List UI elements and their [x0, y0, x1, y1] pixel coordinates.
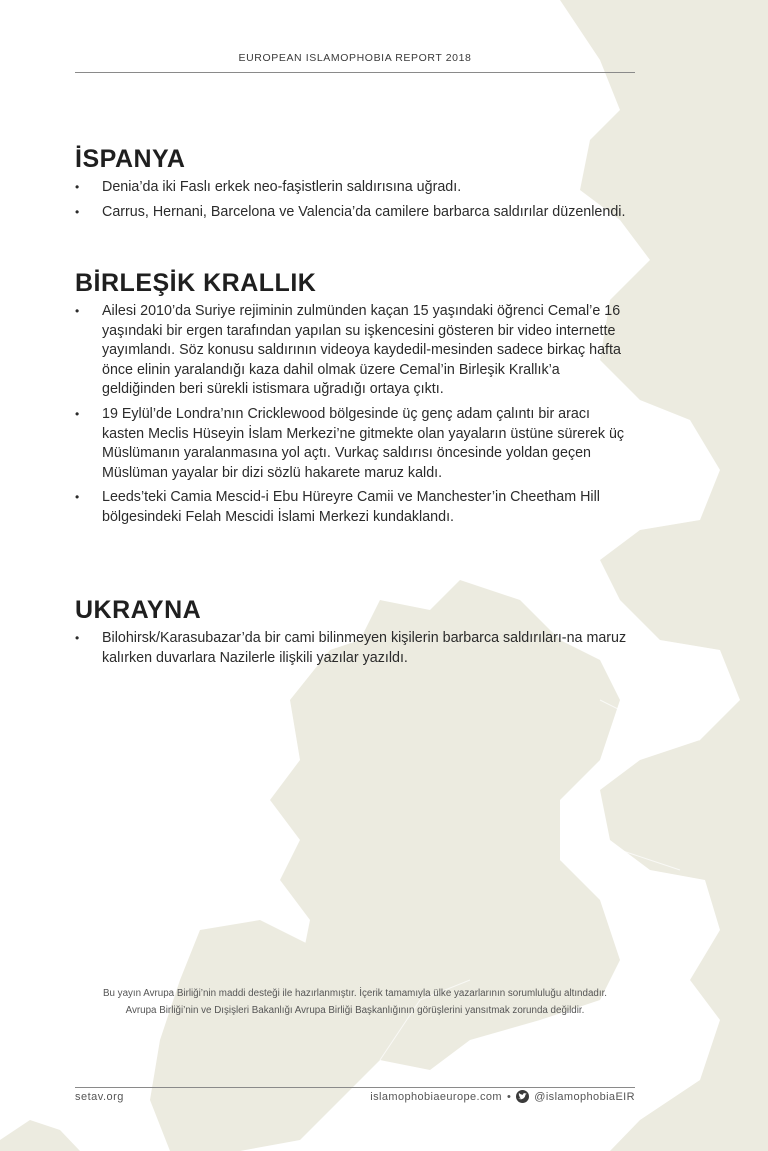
footer-site-link[interactable]: setav.org [75, 1091, 124, 1103]
bullet-list [75, 629, 635, 668]
list-item [75, 629, 635, 668]
bullet-icon: • [75, 180, 80, 194]
list-item-text: Ailesi 2010’da Suriye rejiminin zulmünden kaçan 15 yaşındaki öğrenci Cemal’e 16 yaşındaki bir ergen tarafından yapılan su işkencesini gösteren bir video internette yayımlandı. Söz konusu saldırının videoya kaydedil-mesinden sadece birkaç hafta önce elinin yaralandığı kaza dahil olmak üzere Cemal’in Birleşik Krallık’a geldiğinden beri sürekli istismara uğradığı ortaya çıktı. [102, 303, 621, 398]
list-item-text: 19 Eylül’de Londra’nın Cricklewood bölgesinde üç genç adam çalıntı bir aracı kasten Meclis Hüseyin İslam Merkezi’ne gitmekte olan yayaların üstüne sürerek üç Müslümanın yaralanmasına yol açtı. Vurkaç saldırısı öncesinde yoldan geçen Müslüman yayalar bir dizi sözlü hakarete maruz kaldı. [102, 405, 625, 481]
section-birlesik-krallik [75, 268, 635, 533]
list-item-text: Denia’da iki Faslı erkek neo-faşistlerin saldırısına uğradı. [102, 179, 462, 195]
bullet-icon: • [75, 204, 80, 219]
header-divider [75, 72, 635, 73]
twitter-bird-icon [516, 1090, 529, 1103]
funding-disclaimer: Bu yayın Avrupa Birliği’nin maddi desteği ile hazırlanmıştır. İçerik tamamıyla ülke yazarlarının sorumluluğu altındadır. Avrupa Birliği’nin ve Dışişleri Bakanlığı Avrupa Birliği Başkanlığının görüşlerini yansıtmak zorunda değildir. [102, 988, 608, 1016]
bullet-icon: • [75, 490, 80, 505]
bullet-list [75, 302, 635, 528]
section-ispanya [75, 144, 635, 227]
list-item-text: Bilohirsk/Karasubazar’da bir cami bilinmeyen kişilerin barbarca saldırıları-na maruz kalırken duvarlara Nazilerle ilişkili yazılar yazıldı. [102, 630, 627, 666]
bullet-list [75, 178, 635, 222]
footer-contact [370, 1090, 635, 1103]
list-item [75, 405, 635, 483]
bullet-icon: • [75, 631, 80, 645]
list-item-text: Leeds’teki Camia Mescid-i Ebu Hüreyre Camii ve Manchester’in Cheetham Hill bölgesindeki Felah Mescidi İslami Merkezi kundaklandı. [102, 489, 600, 525]
list-item [75, 302, 635, 400]
list-item [75, 488, 635, 527]
list-item [75, 178, 635, 198]
website-link[interactable]: islamophobiaeurope.com [370, 1090, 502, 1103]
list-item [75, 203, 635, 223]
footer-divider [75, 1087, 635, 1088]
section-heading: BİRLEŞİK KRALLIK [75, 269, 317, 297]
list-item-text: Carrus, Hernani, Barcelona ve Valencia’da camilere barbarca saldırılar düzenlendi. [102, 203, 626, 220]
section-heading: UKRAYNA [75, 596, 202, 624]
section-ukrayna [75, 595, 635, 673]
bullet-icon: • [75, 304, 80, 318]
report-header: EUROPEAN ISLAMOPHOBIA REPORT 2018 [238, 52, 472, 64]
footer-separator: • [507, 1090, 512, 1103]
twitter-handle-link[interactable]: @islamophobiaEIR [534, 1090, 635, 1103]
section-heading: İSPANYA [75, 145, 186, 173]
bullet-icon: • [75, 406, 80, 421]
